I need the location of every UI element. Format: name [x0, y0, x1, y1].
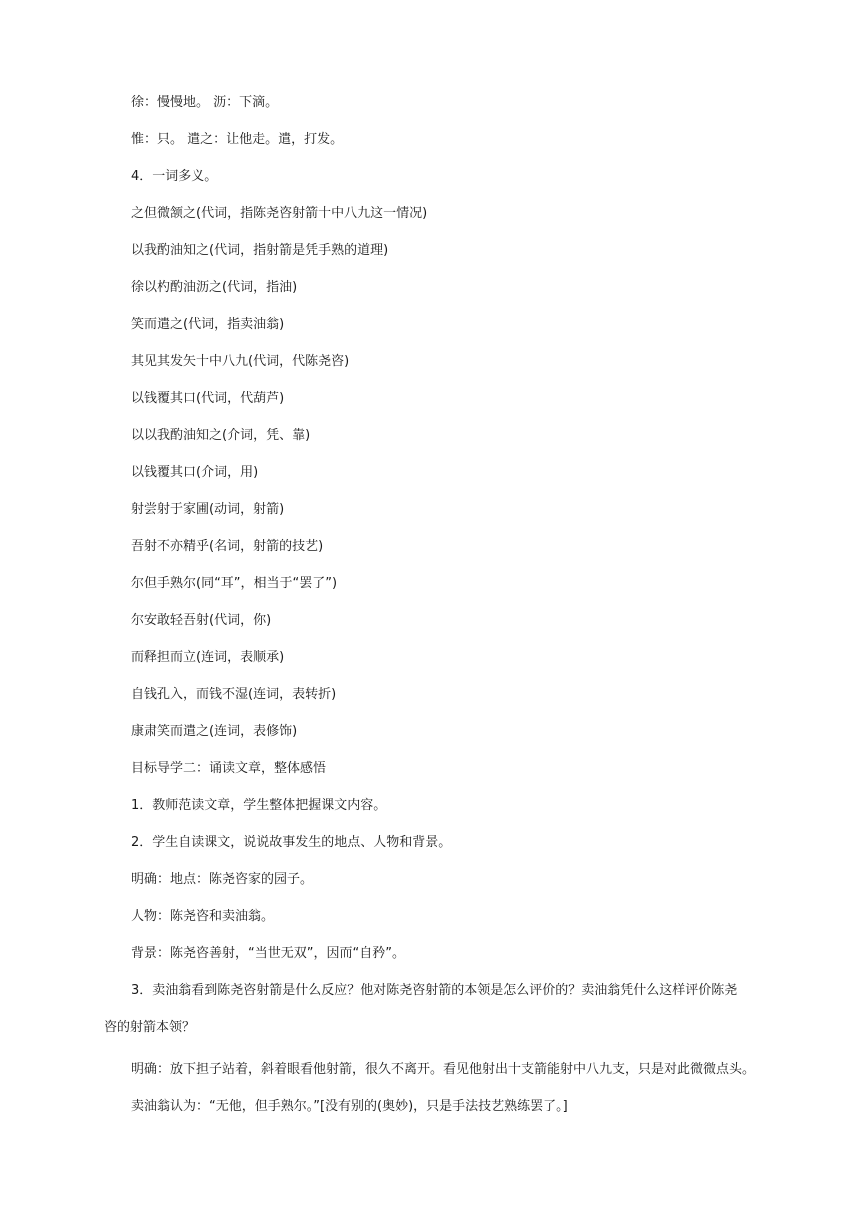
question-continuation: 咨的射箭本领？	[104, 1020, 196, 1035]
text-line: 以钱覆其口(代词，代葫芦)	[131, 391, 285, 406]
text-line: 2．学生自读课文，说说故事发生的地点、人物和背景。	[131, 835, 452, 850]
text-line: 射尝射于家圃(动词，射箭)	[131, 502, 285, 517]
text-line: 1．教师范读文章，学生整体把握课文内容。	[131, 798, 387, 813]
text-line: 卖油翁认为：“无他，但手熟尔。”[没有别的(奥妙)，只是手法技艺熟练罢了。]	[131, 1099, 568, 1114]
text-line: 笑而遣之(代词，指卖油翁)	[131, 317, 285, 332]
section-heading: 目标导学二：诵读文章，整体感悟	[131, 761, 327, 776]
text-line: 徐以杓酌油沥之(代词，指油)	[131, 280, 298, 295]
text-line: 以钱覆其口(介词，用)	[131, 465, 259, 480]
text-line: 明确：地点：陈尧咨家的园子。	[131, 872, 314, 887]
text-line: 惟：只。 遣之：让他走。遣，打发。	[131, 132, 344, 147]
text-line: 康肃笑而遣之(连词，表修饰)	[131, 724, 298, 739]
text-line: 尔但手熟尔(同“耳”，相当于“罢了”)	[131, 576, 338, 591]
text-line: 以以我酌油知之(介词，凭、靠)	[131, 428, 311, 443]
text-line: 以我酌油知之(代词，指射箭是凭手熟的道理)	[131, 243, 389, 258]
text-line: 背景：陈尧咨善射，“当世无双”，因而“自矜”。	[131, 946, 405, 961]
text-line: 人物：陈尧咨和卖油翁。	[131, 909, 275, 924]
question-line: 3．卖油翁看到陈尧咨射箭是什么反应？他对陈尧咨射箭的本领是怎么评价的？卖油翁凭什么这样评价陈尧	[131, 983, 738, 998]
text-line: 自钱孔入，而钱不湿(连词，表转折)	[131, 687, 337, 702]
text-line: 尔安敢轻吾射(代词，你)	[131, 613, 272, 628]
document-body	[0, 92, 860, 1133]
text-line: 之但微颔之(代词，指陈尧咨射箭十中八九这一情况)	[131, 206, 428, 221]
text-line: 吾射不亦精乎(名词，射箭的技艺)	[131, 539, 324, 554]
text-line: 徐：慢慢地。 沥：下滴。	[131, 95, 279, 110]
text-line: 其见其发矢十中八九(代词，代陈尧咨)	[131, 354, 350, 369]
text-line: 4．一词多义。	[131, 169, 218, 184]
text-line: 明确：放下担子站着，斜着眼看他射箭，很久不离开。看见他射出十支箭能射中八九支，只是对此微微点头。	[131, 1062, 756, 1077]
text-line: 而释担而立(连词，表顺承)	[131, 650, 285, 665]
